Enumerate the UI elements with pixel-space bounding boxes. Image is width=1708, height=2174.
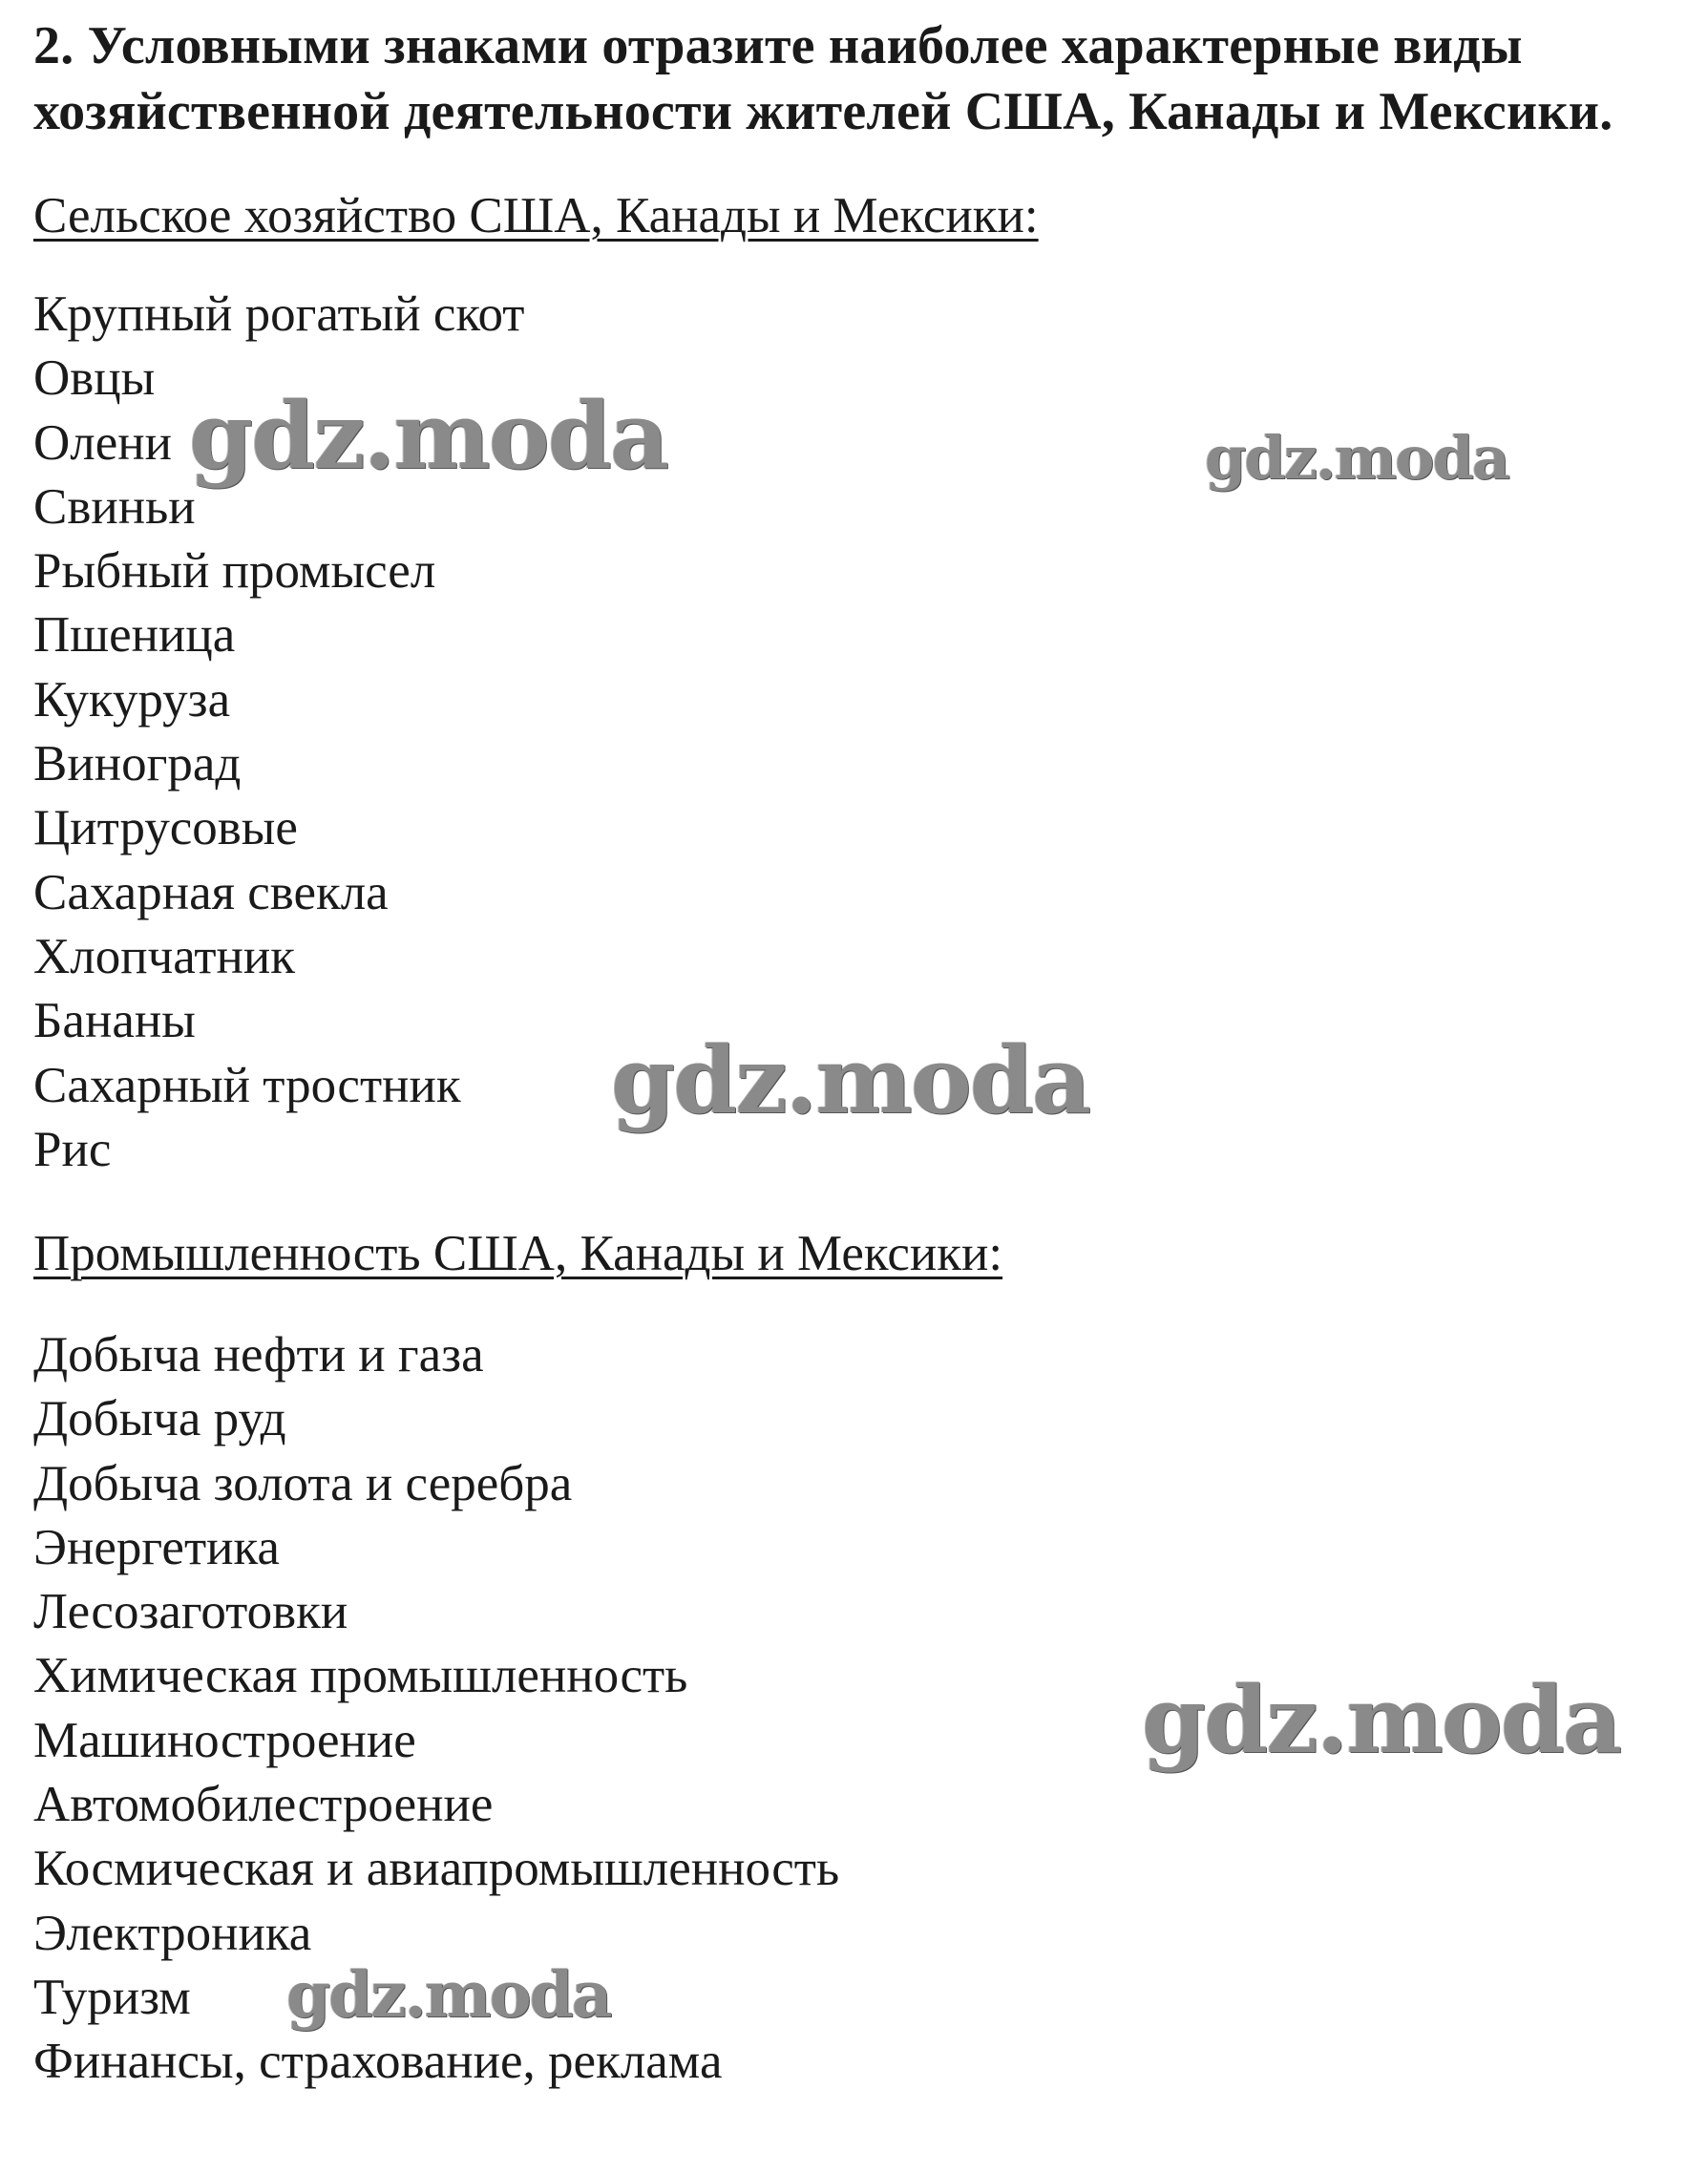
- list-item: Финансы, страхование, реклама: [33, 2034, 723, 2090]
- industry-heading: Промышленность США, Канады и Мексики:: [33, 1226, 1003, 1281]
- list-item: Свиньи: [33, 478, 196, 535]
- list-item: Пшеница: [33, 607, 236, 664]
- list-item: Добыча руд: [33, 1391, 286, 1447]
- list-item: Лесозаготовки: [33, 1584, 348, 1640]
- list-item: Олени: [33, 414, 172, 471]
- watermark: gdz.moda: [286, 1957, 611, 2032]
- list-item: Овцы: [33, 350, 156, 407]
- watermark: gdz.moda: [1205, 423, 1508, 493]
- watermark: gdz.moda: [1142, 1666, 1621, 1774]
- list-item: Электроника: [33, 1905, 312, 1961]
- list-item: Космическая и авиапромышленность: [33, 1841, 840, 1897]
- list-item: Туризм: [33, 1969, 191, 2025]
- list-item: Добыча нефти и газа: [33, 1327, 484, 1382]
- list-item: Машиностроение: [33, 1712, 416, 1768]
- list-item: Сахарная свекла: [33, 864, 389, 920]
- watermark: gdz.moda: [611, 1026, 1090, 1134]
- list-item: Крупный рогатый скот: [33, 286, 525, 342]
- list-item: Хлопчатник: [33, 928, 296, 984]
- list-item: Цитрусовые: [33, 800, 298, 856]
- list-item: Рыбный промысел: [33, 543, 436, 600]
- task-title: 2. Условными знаками отразите наиболее характерные виды хозяйственной деятельности жителей США, Канады и Мексики.: [33, 16, 1613, 141]
- list-item: Бананы: [33, 993, 196, 1049]
- list-item: Сахарный тростник: [33, 1057, 461, 1113]
- watermark: gdz.moda: [189, 382, 668, 490]
- list-item: Химическая промышленность: [33, 1648, 688, 1704]
- list-item: Добыча золота и серебра: [33, 1455, 573, 1511]
- list-item: Виноград: [33, 736, 242, 792]
- list-item: Автомобилестроение: [33, 1777, 494, 1833]
- list-item: Кукуруза: [33, 671, 231, 728]
- agriculture-heading: Сельское хозяйство США, Канады и Мексики:: [33, 188, 1039, 243]
- list-item: Рис: [33, 1121, 112, 1177]
- list-item: Энергетика: [33, 1519, 280, 1575]
